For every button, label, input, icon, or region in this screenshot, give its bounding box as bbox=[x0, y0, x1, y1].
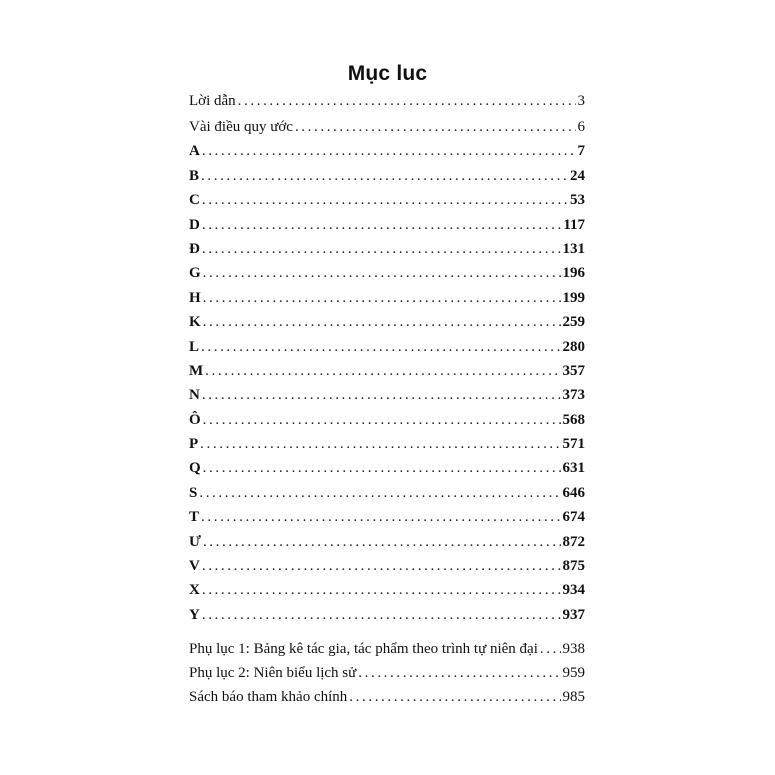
dot-leader bbox=[203, 460, 561, 477]
toc-entry-letter bbox=[189, 143, 585, 167]
toc-entry-page: 7 bbox=[577, 143, 585, 160]
toc-entry-label: M bbox=[189, 362, 204, 379]
toc-entry-label: S bbox=[189, 484, 198, 501]
toc-entry-label: Y bbox=[189, 606, 200, 623]
toc-entry-label: Vài điều quy ước bbox=[189, 119, 293, 135]
toc-entry-conventions bbox=[189, 119, 585, 143]
toc-entry-page: 674 bbox=[562, 509, 585, 526]
toc-entry-label: N bbox=[189, 387, 200, 404]
toc-entry-page: 357 bbox=[562, 362, 585, 379]
toc-entry-label: C bbox=[189, 192, 200, 209]
toc-entry-page: 6 bbox=[577, 119, 585, 135]
toc-entry-label: Ô bbox=[189, 411, 201, 428]
appendix-entry bbox=[189, 689, 585, 713]
appendix-entry bbox=[189, 641, 585, 665]
toc-entry-letter bbox=[189, 363, 585, 387]
toc-entry-letter bbox=[189, 290, 585, 314]
toc-entry-label: D bbox=[189, 216, 200, 233]
toc-entry-letter bbox=[189, 509, 585, 533]
toc-entry-letter bbox=[189, 387, 585, 411]
dot-leader bbox=[358, 665, 560, 682]
toc-entry-label: T bbox=[189, 509, 200, 526]
dot-leader bbox=[201, 509, 560, 526]
dot-leader bbox=[203, 412, 561, 429]
toc-entry-letter bbox=[189, 607, 585, 631]
toc-entry-page: 872 bbox=[562, 533, 585, 550]
toc-entry-page: 631 bbox=[562, 460, 585, 477]
toc-entry-page: 53 bbox=[570, 192, 585, 209]
appendix-entry-label: Phụ lục 1: Bảng kê tác gia, tác phẩm theo trình tự niên đại bbox=[189, 641, 538, 657]
toc-entry-page: 117 bbox=[563, 216, 585, 233]
toc-entry-label: L bbox=[189, 338, 200, 355]
dot-leader bbox=[202, 558, 561, 575]
dot-leader bbox=[203, 265, 561, 282]
dot-leader bbox=[202, 387, 561, 404]
toc-entry-letter bbox=[189, 558, 585, 582]
toc-entry-label: Q bbox=[189, 460, 201, 477]
dot-leader bbox=[202, 217, 561, 234]
toc-entry-page: 373 bbox=[562, 387, 585, 404]
dot-leader bbox=[201, 339, 560, 356]
toc-entry-page: 280 bbox=[562, 338, 585, 355]
toc-entry-label: X bbox=[189, 582, 200, 599]
toc-entry-letter bbox=[189, 436, 585, 460]
toc-entry-letter bbox=[189, 217, 585, 241]
appendix-entry-page: 985 bbox=[562, 689, 585, 705]
toc-entry-label: A bbox=[189, 143, 200, 160]
toc-entry-letter bbox=[189, 241, 585, 265]
toc-entry-page: 934 bbox=[562, 582, 585, 599]
toc-entry-label: Ư bbox=[189, 533, 201, 550]
toc-entry-page: 571 bbox=[562, 436, 585, 453]
toc-entry-label: B bbox=[189, 167, 200, 184]
toc-entry-page: 199 bbox=[562, 289, 585, 306]
page-title: Mục luc bbox=[347, 62, 428, 85]
dot-leader bbox=[202, 143, 576, 160]
dot-leader bbox=[203, 534, 561, 551]
toc-entry-label: Lời dẫn bbox=[189, 93, 236, 109]
toc-entry-letter bbox=[189, 265, 585, 289]
toc-entry-label: G bbox=[189, 265, 201, 282]
toc-entry-label: P bbox=[189, 436, 199, 453]
toc-entry-page: 875 bbox=[562, 558, 585, 575]
dot-leader bbox=[201, 168, 568, 185]
toc-entry-page: 568 bbox=[562, 411, 585, 428]
appendix-list bbox=[189, 641, 585, 713]
dot-leader bbox=[540, 641, 561, 658]
dot-leader bbox=[199, 485, 560, 502]
toc-entry-page: 196 bbox=[562, 265, 585, 282]
toc-entry-letter bbox=[189, 582, 585, 606]
toc-entry-page: 3 bbox=[577, 93, 585, 109]
toc-entry-label: V bbox=[189, 558, 200, 575]
dot-leader bbox=[349, 689, 560, 706]
dot-leader bbox=[202, 241, 561, 258]
dot-leader bbox=[238, 93, 576, 110]
dot-leader bbox=[200, 436, 560, 453]
dot-leader bbox=[202, 192, 568, 209]
toc-entry-label: K bbox=[189, 314, 201, 331]
dot-leader bbox=[295, 119, 576, 136]
toc-list bbox=[189, 93, 585, 631]
dot-leader bbox=[203, 314, 561, 331]
dot-leader bbox=[202, 607, 561, 624]
toc-entry-intro bbox=[189, 93, 585, 119]
toc-entry-letter bbox=[189, 412, 585, 436]
toc-entry-page: 937 bbox=[562, 606, 585, 623]
toc-entry-page: 646 bbox=[562, 484, 585, 501]
toc-entry-page: 24 bbox=[570, 167, 585, 184]
appendix-entry-label: Phụ lục 2: Niên biểu lịch sử bbox=[189, 665, 357, 681]
toc-entry-letter bbox=[189, 168, 585, 192]
toc-entry-letter bbox=[189, 314, 585, 338]
appendix-entry-page: 959 bbox=[562, 665, 585, 681]
toc-entry-letter bbox=[189, 485, 585, 509]
toc-entry-label: Đ bbox=[189, 240, 200, 257]
dot-leader bbox=[205, 363, 560, 380]
dot-leader bbox=[203, 290, 561, 307]
appendix-entry-page: 938 bbox=[562, 641, 585, 657]
appendix-entry bbox=[189, 665, 585, 689]
toc-entry-label: H bbox=[189, 289, 201, 306]
toc-entry-letter bbox=[189, 192, 585, 216]
toc-entry-page: 259 bbox=[562, 314, 585, 331]
toc-entry-letter bbox=[189, 534, 585, 558]
toc-entry-letter bbox=[189, 460, 585, 484]
toc-entry-page: 131 bbox=[562, 240, 585, 257]
toc-entry-letter bbox=[189, 339, 585, 363]
dot-leader bbox=[202, 582, 561, 599]
appendix-entry-label: Sách báo tham khảo chính bbox=[189, 689, 348, 705]
